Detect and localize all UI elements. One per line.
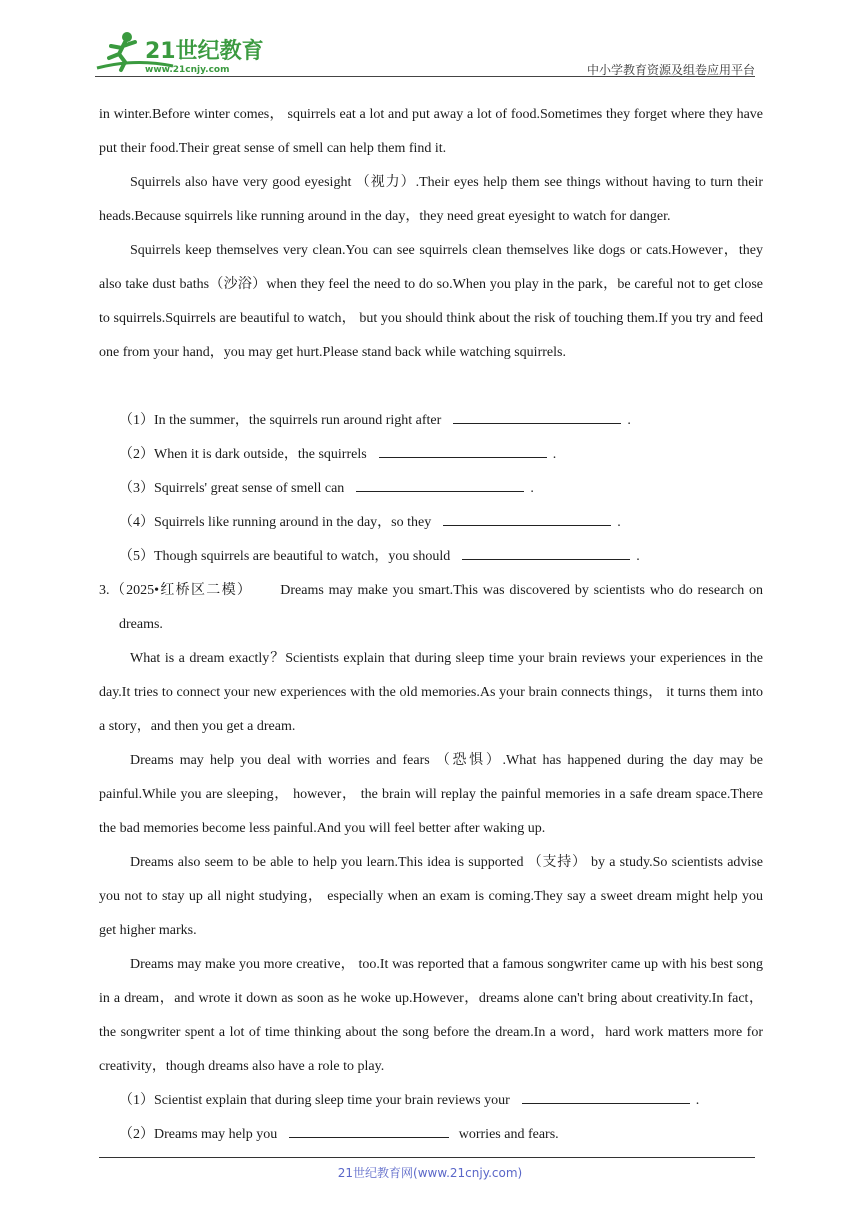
passage2-paragraph-1: in winter.Before winter comes， squirrels eat a lot and put away a lot of food.Sometimes they forget where they have put their food.Their great sense of smell can help them find it. [99,107,763,156]
question-text: （2）When it is dark outside，the squirrels [119,447,367,462]
question-text: （1）In the summer，the squirrels run around right after [119,413,442,428]
question-item: （1）In the summer，the squirrels run around right after . [119,413,631,428]
passage3-paragraph-4: Dreams may make you more creative， too.It was reported that a famous songwriter came up with his best song in a dream，and wrote it down as soon as he woke up.However，dreams alone can't bring about creativity.In fact，the songwriter spent a lot of time thinking about the song before the dream.In a word，hard work matters more for creativity，though dreams also have a role to play. [99,957,763,1074]
footer-divider [99,1157,755,1158]
footer-text: 21世纪教育网(www.21cnjy.com) [337,1166,523,1180]
question-text: （5）Though squirrels are beautiful to watch，you should [119,549,451,564]
passage3-first-line: Dreams may make you smart.This was discovered by scientists who do research on dreams. [119,583,764,632]
passage3-paragraph-1: What is a dream exactly？Scientists explain that during sleep time your brain reviews your experiences in the day.It tries to connect your new experiences with the old memories.As your brain connects things， it turns them into a story，and then you get a dream. [99,651,763,734]
question-item: （4）Squirrels like running around in the day，so they . [119,515,621,530]
question-text-after: worries and fears. [458,1127,559,1142]
logo-url: www.21cnjy.com [145,65,230,75]
answer-blank[interactable] [289,1125,449,1138]
answer-blank[interactable] [453,411,621,424]
answer-blank[interactable] [443,513,611,526]
question-item: （3）Squirrels' great sense of smell can . [119,481,534,496]
passage3-paragraph-2: Dreams may help you deal with worries and fears （恐惧）.What has happened during the day may be painful.While you are sleeping， however， the brain will replay the painful memories in a safe dream space.There the bad memories become less painful.And you will feel better after waking up. [99,753,763,836]
page-header [95,28,755,78]
question-item [99,1118,763,1152]
question-text: （4）Squirrels like running around in the day，so they [119,515,432,530]
question-item: （1）Scientist explain that during sleep time your brain reviews your . [119,1093,700,1108]
page-content [99,98,763,1152]
question-item: （2）When it is dark outside，the squirrels . [119,447,557,462]
platform-name: 中小学教育资源及组卷应用平台 [586,63,755,77]
answer-blank[interactable] [462,547,630,560]
question-source: 3.（2025•红桥区二模） [99,583,253,598]
question-text: （2）Dreams may help you [119,1127,278,1142]
header-divider [95,76,755,77]
logo-runner-icon [95,28,265,78]
answer-blank[interactable] [379,445,547,458]
passage3-paragraph-3: Dreams also seem to be able to help you learn.This idea is supported （支持） by a study.So scientists advise you not to stay up all night studying， especially when an exam is coming.They say a sweet dream might help you get higher marks. [99,855,763,938]
passage2-paragraph-3: Squirrels keep themselves very clean.You can see squirrels clean themselves like dogs or cats.However，they also take dust baths（沙浴）when they feel the need to do so.When you play in the park，be careful not to get close to squirrels.Squirrels are beautiful to watch， but you should think about the risk of touching them.If you try and feed one from your hand，you may get hurt.Please stand back while watching squirrels. [99,243,763,360]
question-text: （1）Scientist explain that during sleep time your brain reviews your [119,1093,510,1108]
question-text: （3）Squirrels' great sense of smell can [119,481,345,496]
question-item: （5）Though squirrels are beautiful to watch，you should . [119,549,640,564]
question-3-heading [99,574,763,642]
answer-blank[interactable] [356,479,524,492]
logo-text: 21世纪教育 [145,39,264,64]
answer-blank[interactable] [522,1091,690,1104]
passage2-paragraph-2: Squirrels also have very good eyesight （视力）.Their eyes help them see things without having to turn their heads.Because squirrels like running around in the day，they need great eyesight to watch for danger. [99,175,763,224]
